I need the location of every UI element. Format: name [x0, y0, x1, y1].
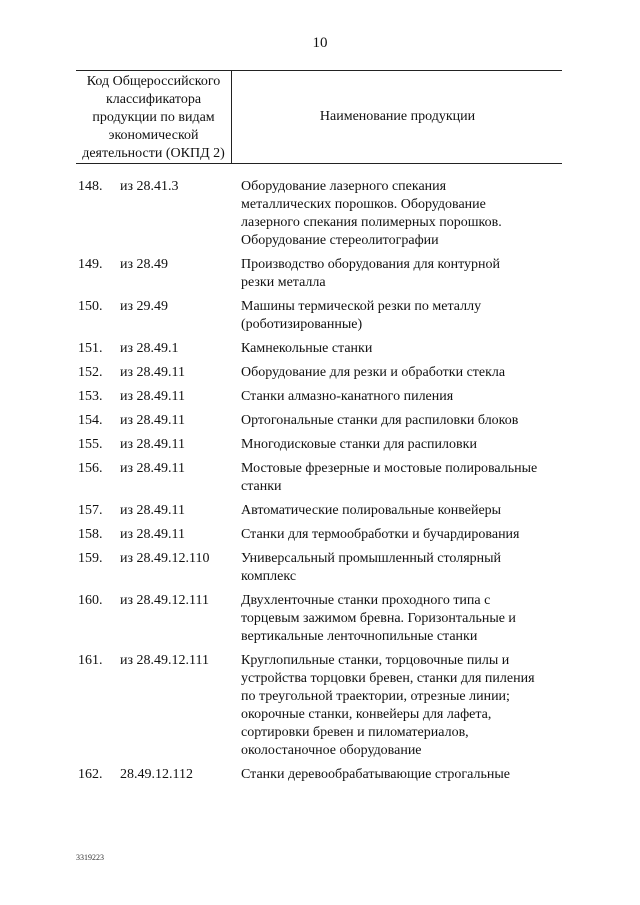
product-name-line: Мостовые фрезерные и мостовые полировальные — [241, 461, 538, 476]
row-number: 158. — [78, 527, 103, 542]
table-row — [0, 766, 640, 784]
product-name-line: Производство оборудования для контурной — [241, 257, 501, 272]
row-number: 159. — [78, 551, 103, 566]
row-number: 153. — [78, 389, 103, 404]
product-name-line: окорочные станки, конвейеры для лафета, — [241, 707, 492, 722]
product-name-line: комплекс — [241, 569, 297, 584]
product-name — [241, 178, 566, 250]
product-name — [241, 766, 566, 784]
product-name — [241, 256, 566, 292]
product-name — [241, 526, 566, 544]
okpd-code: из 28.41.3 — [120, 179, 179, 194]
okpd-code: из 28.49.11 — [120, 413, 186, 428]
product-name-line: по треугольной траектории, отрезные линии; — [241, 689, 510, 704]
okpd-code: из 28.49.11 — [120, 389, 186, 404]
product-name-line: Круглопильные станки, торцовочные пилы и — [241, 653, 510, 668]
okpd-code: 28.49.12.112 — [120, 767, 193, 782]
product-name-line: Станки для термообработки и бучардирования — [241, 527, 520, 542]
header-code-line: классификатора — [105, 92, 202, 107]
table-row — [0, 592, 640, 646]
product-name-line: Оборудование лазерного спекания — [241, 179, 447, 194]
header-code-line: экономической — [108, 128, 199, 143]
product-name-line: торцевым зажимом бревна. Горизонтальные и — [241, 611, 516, 626]
okpd-code: из 28.49.11 — [120, 503, 186, 518]
row-number: 160. — [78, 593, 103, 608]
product-name-line: станки — [241, 479, 282, 494]
product-name-line: (роботизированные) — [241, 317, 363, 332]
okpd-code: из 28.49 — [120, 257, 169, 272]
table-row — [0, 364, 640, 382]
row-number: 157. — [78, 503, 103, 518]
product-name-line: Машины термической резки по металлу — [241, 299, 482, 314]
product-name-line: Оборудование для резки и обработки стекла — [241, 365, 506, 380]
okpd-code: из 29.49 — [120, 299, 169, 314]
table-row — [0, 340, 640, 358]
product-name — [241, 364, 566, 382]
okpd-code: из 28.49.1 — [120, 341, 179, 356]
row-number: 148. — [78, 179, 103, 194]
table-row — [0, 412, 640, 430]
product-name — [241, 592, 566, 646]
product-name — [241, 502, 566, 520]
product-name — [241, 340, 566, 358]
product-name-line: Камнекольные станки — [241, 341, 373, 356]
okpd-code: из 28.49.12.111 — [120, 653, 209, 668]
header-code-line: Код Общероссийского — [86, 74, 221, 89]
row-number: 152. — [78, 365, 103, 380]
product-name — [241, 412, 566, 430]
row-number: 161. — [78, 653, 103, 668]
product-name-line: Автоматические полировальные конвейеры — [241, 503, 502, 518]
header-code-column — [76, 71, 232, 163]
product-name-line: устройства торцовки бревен, станки для пиления — [241, 671, 535, 686]
row-number: 155. — [78, 437, 103, 452]
product-name-line: вертикальные ленточнопильные станки — [241, 629, 478, 644]
table-row — [0, 256, 640, 292]
product-name — [241, 388, 566, 406]
okpd-code: из 28.49.12.110 — [120, 551, 210, 566]
table-body — [0, 178, 640, 790]
document-code: 3319223 — [76, 853, 104, 862]
header-code-line: деятельности (ОКПД 2) — [82, 146, 225, 161]
page-number: 10 — [312, 35, 328, 51]
product-name — [241, 460, 566, 496]
table-row — [0, 652, 640, 760]
row-number: 154. — [78, 413, 103, 428]
product-name-line: сортировки бревен и пиломатериалов, — [241, 725, 469, 740]
product-name-line: резки металла — [241, 275, 326, 290]
product-name-line: околостаночное оборудование — [241, 743, 422, 758]
product-name — [241, 298, 566, 334]
header-code-line: продукции по видам — [92, 110, 215, 125]
row-number: 156. — [78, 461, 103, 476]
product-name-line: Станки алмазно-канатного пиления — [241, 389, 454, 404]
row-number: 162. — [78, 767, 103, 782]
product-name-line: Ортогональные станки для распиловки блоков — [241, 413, 519, 428]
table-row — [0, 550, 640, 586]
product-name — [241, 436, 566, 454]
okpd-code: из 28.49.11 — [120, 461, 186, 476]
product-name-line: металлических порошков. Оборудование — [241, 197, 486, 212]
table-row — [0, 388, 640, 406]
header-name-column: Наименование продукции — [319, 109, 476, 124]
okpd-code: из 28.49.12.111 — [120, 593, 209, 608]
product-name-line: Двухленточные станки проходного типа с — [241, 593, 491, 608]
row-number: 149. — [78, 257, 103, 272]
product-name-line: Универсальный промышленный столярный — [241, 551, 502, 566]
product-name-line: Многодисковые станки для распиловки — [241, 437, 477, 452]
product-name — [241, 652, 566, 760]
table-row — [0, 502, 640, 520]
table-row — [0, 436, 640, 454]
table-row — [0, 178, 640, 250]
product-name — [241, 550, 566, 586]
row-number: 151. — [78, 341, 103, 356]
table-row — [0, 460, 640, 496]
product-name-line: Оборудование стереолитографии — [241, 233, 439, 248]
okpd-code: из 28.49.11 — [120, 437, 186, 452]
product-name-line: Станки деревообрабатывающие строгальные — [241, 767, 510, 782]
table-row — [0, 526, 640, 544]
row-number: 150. — [78, 299, 103, 314]
table-row — [0, 298, 640, 334]
product-name-line: лазерного спекания полимерных порошков. — [241, 215, 502, 230]
okpd-code: из 28.49.11 — [120, 365, 186, 380]
okpd-code: из 28.49.11 — [120, 527, 186, 542]
table-header — [76, 70, 562, 164]
